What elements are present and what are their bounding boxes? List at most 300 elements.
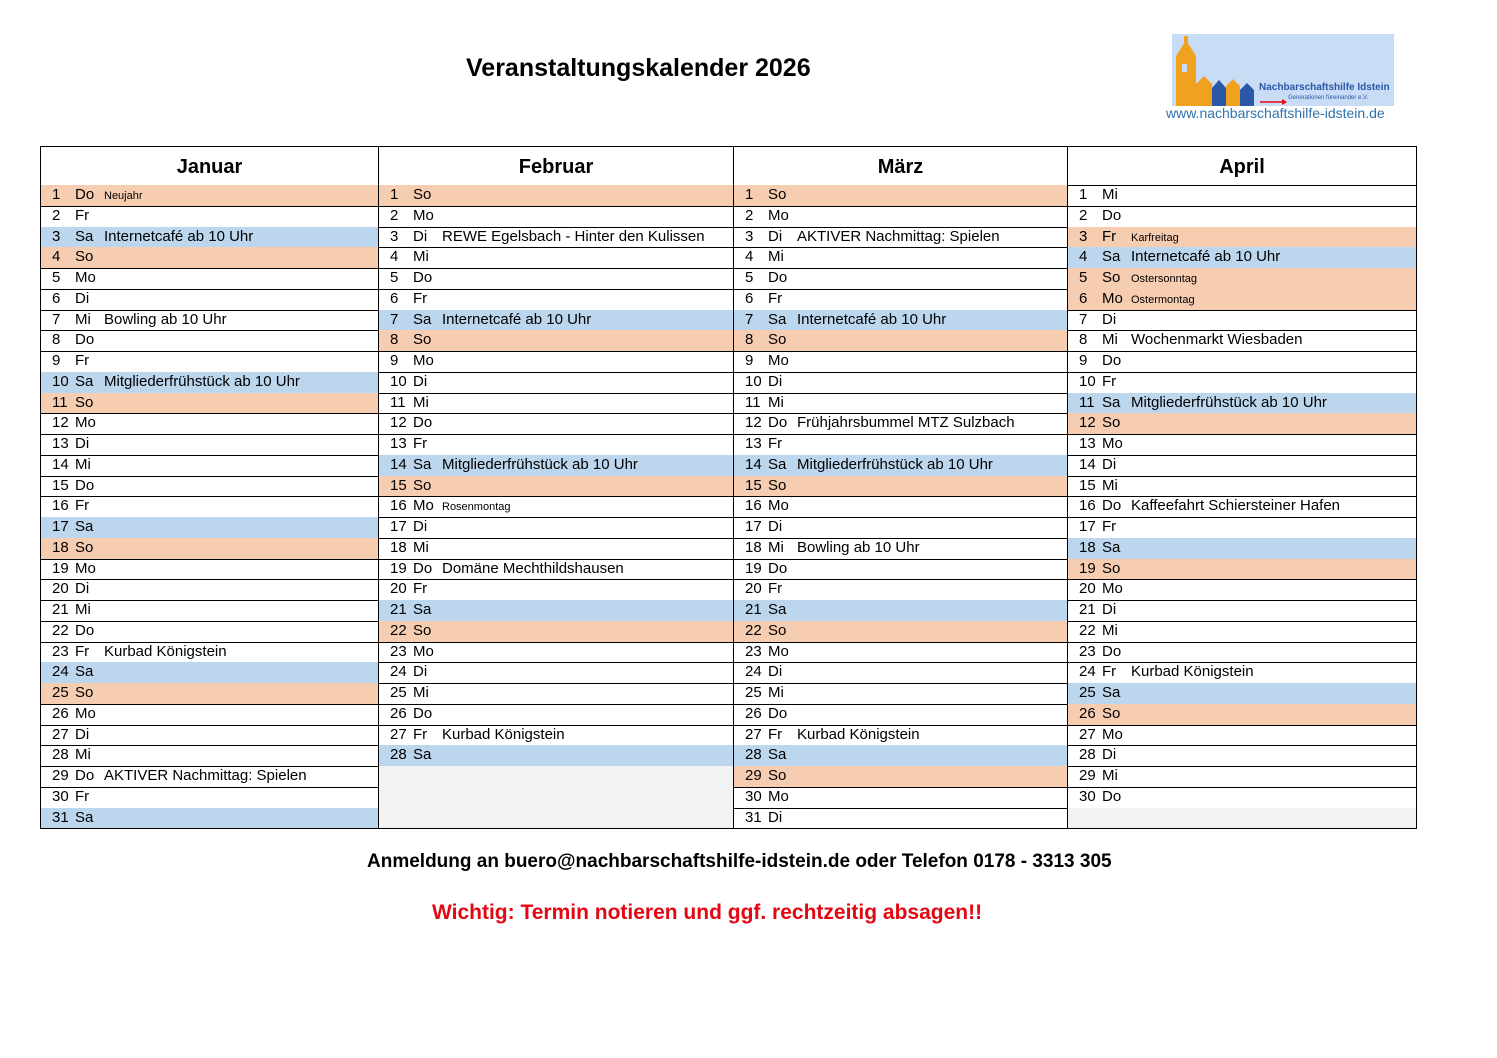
- weekday: So: [75, 684, 94, 701]
- weekday: Sa: [413, 455, 432, 473]
- day-row: [378, 393, 734, 415]
- weekday: Do: [1102, 497, 1122, 515]
- day-row: [1067, 185, 1417, 207]
- weekday: Do: [75, 767, 95, 784]
- day-row: [733, 745, 1068, 767]
- day-row: [40, 579, 379, 601]
- day-row: [378, 476, 734, 498]
- day-number: 13: [745, 435, 762, 452]
- weekday: Do: [768, 559, 788, 577]
- weekday: Mi: [768, 538, 784, 556]
- weekday: Di: [768, 518, 783, 535]
- weekday: Mo: [75, 414, 96, 432]
- weekday: So: [1102, 559, 1121, 577]
- day-number: 17: [1079, 518, 1096, 535]
- day-number: 27: [52, 725, 69, 743]
- event-text: Bowling ab 10 Uhr: [797, 538, 920, 556]
- day-row: [733, 683, 1068, 705]
- event-text: Ostermontag: [1131, 293, 1195, 306]
- day-number: 5: [1079, 269, 1088, 286]
- day-number: 19: [745, 559, 762, 577]
- weekday: Fr: [413, 289, 428, 307]
- weekday: Fr: [1102, 518, 1117, 535]
- day-number: 1: [390, 186, 399, 203]
- weekday: Mo: [768, 787, 789, 805]
- day-number: 10: [390, 372, 407, 390]
- day-row: [1067, 289, 1417, 311]
- day-row: [40, 455, 379, 477]
- day-number: 28: [52, 746, 69, 764]
- day-row: [378, 725, 734, 747]
- day-row: [378, 496, 734, 518]
- day-number: 29: [1079, 767, 1096, 784]
- day-row: [378, 704, 734, 726]
- day-row: [378, 351, 734, 373]
- day-number: 21: [745, 601, 762, 618]
- day-number: 3: [745, 227, 754, 245]
- day-row: [1067, 434, 1417, 456]
- weekday: Fr: [75, 206, 90, 224]
- day-number: 5: [52, 269, 61, 286]
- weekday: Di: [413, 372, 428, 390]
- day-row: [40, 496, 379, 518]
- day-row: [40, 413, 379, 435]
- day-row: [378, 683, 734, 705]
- day-number: 21: [52, 601, 69, 618]
- day-number: 20: [1079, 580, 1096, 598]
- weekday: Sa: [768, 310, 787, 328]
- day-row: [378, 517, 734, 539]
- day-number: 2: [745, 206, 754, 224]
- day-row: [40, 808, 379, 830]
- day-number: 16: [745, 497, 762, 515]
- day-row: [40, 330, 379, 352]
- event-text: REWE Egelsbach - Hinter den Kulissen: [442, 227, 705, 245]
- month-column-1: [378, 146, 734, 830]
- weekday: Di: [413, 518, 428, 535]
- day-row: [733, 330, 1068, 352]
- day-number: 18: [52, 538, 69, 556]
- event-text: Wochenmarkt Wiesbaden: [1131, 331, 1303, 349]
- weekday: Fr: [1102, 663, 1117, 681]
- day-row: [1067, 206, 1417, 228]
- day-number: 9: [52, 352, 61, 369]
- day-row: [1067, 683, 1417, 705]
- day-row: [378, 310, 734, 332]
- event-text: Karfreitag: [1131, 231, 1179, 244]
- weekday: Mo: [768, 352, 789, 369]
- weekday: Mo: [1102, 435, 1123, 452]
- weekday: Sa: [1102, 538, 1121, 556]
- day-row: [733, 393, 1068, 415]
- weekday: Di: [1102, 601, 1117, 618]
- day-row: [40, 642, 379, 664]
- weekday: Mi: [413, 538, 429, 556]
- event-text: Mitgliederfrühstück ab 10 Uhr: [1131, 393, 1327, 411]
- weekday: Mi: [413, 248, 429, 266]
- weekday: Fr: [768, 289, 783, 307]
- day-number: 3: [390, 227, 399, 245]
- weekday: Sa: [413, 746, 432, 764]
- day-row: [40, 434, 379, 456]
- day-number: 13: [52, 435, 69, 452]
- day-row: [733, 704, 1068, 726]
- weekday: Di: [768, 227, 783, 245]
- day-number: 17: [52, 518, 69, 535]
- day-number: 16: [390, 497, 407, 515]
- weekday: Do: [768, 704, 788, 722]
- day-row: [40, 351, 379, 373]
- day-number: 31: [52, 808, 69, 826]
- day-number: 23: [52, 642, 69, 660]
- day-number: 24: [52, 663, 69, 681]
- day-row: [1067, 393, 1417, 415]
- day-row: [733, 268, 1068, 290]
- day-row: [40, 289, 379, 311]
- day-number: 31: [745, 808, 762, 826]
- day-number: 4: [52, 248, 61, 266]
- day-number: 15: [745, 476, 762, 494]
- day-number: 26: [1079, 704, 1096, 722]
- day-row: [378, 247, 734, 269]
- day-row: [40, 247, 379, 269]
- day-number: 30: [1079, 787, 1096, 805]
- day-row: [40, 372, 379, 394]
- event-text: Neujahr: [104, 190, 143, 202]
- weekday: Fr: [413, 435, 428, 452]
- day-number: 17: [390, 518, 407, 535]
- weekday: Di: [75, 580, 90, 598]
- day-number: 15: [390, 476, 407, 494]
- website-link[interactable]: www.nachbarschaftshilfe-idstein.de: [1166, 105, 1385, 121]
- event-text: Mitgliederfrühstück ab 10 Uhr: [104, 372, 300, 390]
- weekday: Mi: [75, 601, 91, 618]
- day-row: [40, 725, 379, 747]
- day-number: 19: [52, 559, 69, 577]
- day-row: [378, 185, 734, 207]
- day-number: 23: [1079, 642, 1096, 660]
- day-number: 4: [390, 248, 399, 266]
- event-text: Mitgliederfrühstück ab 10 Uhr: [442, 455, 638, 473]
- day-row: [378, 642, 734, 664]
- day-row: [1067, 330, 1417, 352]
- event-text: AKTIVER Nachmittag: Spielen: [104, 767, 307, 784]
- day-number: 13: [390, 435, 407, 452]
- day-number: 8: [390, 331, 399, 349]
- weekday: Mi: [1102, 621, 1118, 639]
- event-text: Ostersonntag: [1131, 273, 1198, 285]
- day-number: 25: [390, 684, 407, 701]
- day-row: [1067, 621, 1417, 643]
- weekday: So: [75, 538, 94, 556]
- weekday: Sa: [768, 601, 787, 618]
- weekday: Sa: [75, 518, 94, 535]
- day-number: 18: [390, 538, 407, 556]
- day-number: 2: [1079, 206, 1088, 224]
- day-number: 10: [52, 372, 69, 390]
- day-row: [733, 289, 1068, 311]
- day-row: [40, 600, 379, 622]
- event-text: Kurbad Königstein: [104, 642, 227, 660]
- day-row: [733, 787, 1068, 809]
- day-number: 14: [1079, 455, 1096, 473]
- weekday: Fr: [768, 725, 783, 743]
- weekday: So: [413, 621, 432, 639]
- month-header: Februar: [378, 146, 734, 186]
- day-number: 11: [1079, 393, 1095, 411]
- event-text: Kurbad Königstein: [797, 725, 920, 743]
- event-text: Mitgliederfrühstück ab 10 Uhr: [797, 455, 993, 473]
- day-row: [40, 745, 379, 767]
- day-row: [40, 559, 379, 581]
- weekday: Di: [1102, 746, 1117, 764]
- weekday: Sa: [768, 746, 787, 764]
- weekday: So: [768, 476, 787, 494]
- day-row: [733, 808, 1068, 830]
- weekday: So: [75, 248, 94, 266]
- day-number: 6: [52, 289, 61, 307]
- day-row: [40, 393, 379, 415]
- day-number: 12: [745, 414, 762, 432]
- day-number: 15: [1079, 476, 1096, 494]
- weekday: Mo: [1102, 725, 1123, 743]
- day-row: [40, 683, 379, 705]
- weekday: Sa: [75, 808, 94, 826]
- day-number: 5: [745, 269, 754, 286]
- day-number: 27: [745, 725, 762, 743]
- weekday: Do: [413, 704, 433, 722]
- day-row: [1067, 642, 1417, 664]
- weekday: Do: [413, 559, 433, 577]
- day-number: 24: [745, 663, 762, 681]
- weekday: Sa: [1102, 248, 1121, 266]
- weekday: Mo: [413, 642, 434, 660]
- page-title: Veranstaltungskalender 2026: [466, 54, 811, 82]
- weekday: So: [413, 186, 432, 203]
- day-row: [40, 227, 379, 249]
- weekday: Mi: [1102, 476, 1118, 494]
- day-row: [40, 787, 379, 809]
- day-number: 7: [52, 310, 61, 328]
- day-number: 30: [52, 787, 69, 805]
- weekday: Sa: [75, 227, 94, 245]
- day-number: 1: [745, 186, 754, 203]
- calendar-grid: [40, 146, 1417, 830]
- weekday: Mi: [413, 684, 429, 701]
- weekday: Sa: [1102, 393, 1121, 411]
- weekday: Do: [75, 331, 95, 349]
- day-number: 8: [745, 331, 754, 349]
- weekday: Do: [1102, 642, 1122, 660]
- weekday: Mi: [75, 310, 91, 328]
- day-number: 7: [390, 310, 399, 328]
- weekday: Mo: [75, 269, 96, 286]
- event-text: Kurbad Königstein: [442, 725, 565, 743]
- day-number: 11: [390, 393, 406, 411]
- day-row: [1067, 351, 1417, 373]
- day-row: [378, 434, 734, 456]
- event-text: Frühjahrsbummel MTZ Sulzbach: [797, 414, 1015, 432]
- weekday: Di: [75, 289, 90, 307]
- weekday: Sa: [75, 372, 94, 390]
- event-text: Internetcafé ab 10 Uhr: [442, 310, 592, 328]
- day-row: [1067, 579, 1417, 601]
- day-row: [378, 745, 734, 767]
- day-number: 6: [390, 289, 399, 307]
- day-number: 20: [745, 580, 762, 598]
- day-row: [733, 600, 1068, 622]
- weekday: Do: [75, 476, 95, 494]
- day-row: [1067, 559, 1417, 581]
- weekday: Di: [768, 663, 783, 681]
- weekday: Sa: [1102, 684, 1121, 701]
- day-row: [733, 642, 1068, 664]
- weekday: Fr: [75, 787, 90, 805]
- day-number: 29: [52, 767, 69, 784]
- weekday: So: [768, 331, 787, 349]
- day-number: 6: [1079, 289, 1088, 307]
- weekday: Mi: [75, 455, 91, 473]
- weekday: Di: [413, 227, 428, 245]
- day-number: 3: [52, 227, 61, 245]
- day-number: 13: [1079, 435, 1096, 452]
- event-text: AKTIVER Nachmittag: Spielen: [797, 227, 1000, 245]
- day-number: 27: [390, 725, 407, 743]
- weekday: Mi: [75, 746, 91, 764]
- day-row: [733, 621, 1068, 643]
- weekday: Sa: [413, 310, 432, 328]
- weekday: So: [413, 476, 432, 494]
- day-row: [40, 310, 379, 332]
- day-number: 14: [745, 455, 762, 473]
- day-number: 7: [745, 310, 754, 328]
- day-row: [378, 372, 734, 394]
- weekday: Do: [75, 186, 95, 203]
- day-row: [378, 413, 734, 435]
- day-number: 6: [745, 289, 754, 307]
- weekday: Fr: [1102, 227, 1117, 245]
- day-number: 25: [745, 684, 762, 701]
- weekday: Sa: [413, 601, 432, 618]
- event-text: Internetcafé ab 10 Uhr: [104, 227, 254, 245]
- day-number: 19: [1079, 559, 1096, 577]
- day-row: [40, 662, 379, 684]
- day-number: 23: [745, 642, 762, 660]
- day-row: [733, 185, 1068, 207]
- day-number: 2: [52, 206, 61, 224]
- day-number: 1: [1079, 186, 1088, 203]
- day-number: 28: [1079, 746, 1096, 764]
- day-number: 8: [52, 331, 61, 349]
- weekday: Do: [1102, 206, 1122, 224]
- day-row: [733, 538, 1068, 560]
- day-row: [733, 559, 1068, 581]
- day-row: [733, 413, 1068, 435]
- day-row: [1067, 310, 1417, 332]
- weekday: Sa: [768, 455, 787, 473]
- weekday: So: [75, 393, 94, 411]
- day-number: 18: [745, 538, 762, 556]
- day-number: 25: [52, 684, 69, 701]
- day-row: [733, 496, 1068, 518]
- weekday: Fr: [75, 497, 90, 515]
- weekday: Mo: [768, 206, 789, 224]
- day-number: 27: [1079, 725, 1096, 743]
- day-row: [1067, 538, 1417, 560]
- day-row: [1067, 600, 1417, 622]
- day-number: 9: [745, 352, 754, 369]
- day-number: 25: [1079, 684, 1096, 701]
- day-row: [733, 351, 1068, 373]
- day-number: 26: [745, 704, 762, 722]
- day-row: [40, 538, 379, 560]
- weekday: Do: [413, 414, 433, 432]
- day-number: 30: [745, 787, 762, 805]
- organization-logo: [1172, 34, 1394, 106]
- day-number: 26: [390, 704, 407, 722]
- day-row: [1067, 372, 1417, 394]
- weekday: Mi: [768, 248, 784, 266]
- weekday: So: [768, 767, 787, 784]
- empty-cell: [1067, 808, 1417, 830]
- day-row: [40, 621, 379, 643]
- day-number: 24: [390, 663, 407, 681]
- day-row: [1067, 725, 1417, 747]
- day-number: 24: [1079, 663, 1096, 681]
- day-number: 9: [1079, 352, 1088, 369]
- day-number: 11: [52, 393, 68, 411]
- day-row: [378, 330, 734, 352]
- day-number: 28: [745, 746, 762, 764]
- day-row: [1067, 745, 1417, 767]
- day-number: 3: [1079, 227, 1088, 245]
- weekday: Di: [413, 663, 428, 681]
- weekday: Mo: [75, 704, 96, 722]
- day-row: [378, 559, 734, 581]
- weekday: Do: [768, 414, 788, 432]
- day-row: [40, 185, 379, 207]
- event-text: Kaffeefahrt Schiersteiner Hafen: [1131, 497, 1341, 515]
- day-number: 4: [745, 248, 754, 266]
- day-number: 4: [1079, 248, 1088, 266]
- day-row: [1067, 227, 1417, 249]
- weekday: Fr: [413, 580, 428, 598]
- day-number: 16: [52, 497, 69, 515]
- day-number: 22: [1079, 621, 1096, 639]
- day-number: 2: [390, 206, 399, 224]
- weekday: Di: [75, 725, 90, 743]
- day-number: 19: [390, 559, 407, 577]
- day-row: [733, 766, 1068, 788]
- day-row: [733, 662, 1068, 684]
- day-row: [378, 579, 734, 601]
- day-row: [733, 476, 1068, 498]
- day-row: [40, 704, 379, 726]
- day-number: 14: [52, 455, 69, 473]
- weekday: Mi: [1102, 331, 1118, 349]
- day-number: 10: [745, 372, 762, 390]
- month-header: März: [733, 146, 1068, 186]
- day-row: [733, 434, 1068, 456]
- day-row: [40, 476, 379, 498]
- logo-subtitle: Generationen füreinander e.V.: [1288, 95, 1369, 101]
- day-row: [1067, 704, 1417, 726]
- day-row: [378, 455, 734, 477]
- event-text: Domäne Mechthildshausen: [442, 559, 624, 577]
- day-row: [1067, 476, 1417, 498]
- day-number: 29: [745, 767, 762, 784]
- day-row: [378, 600, 734, 622]
